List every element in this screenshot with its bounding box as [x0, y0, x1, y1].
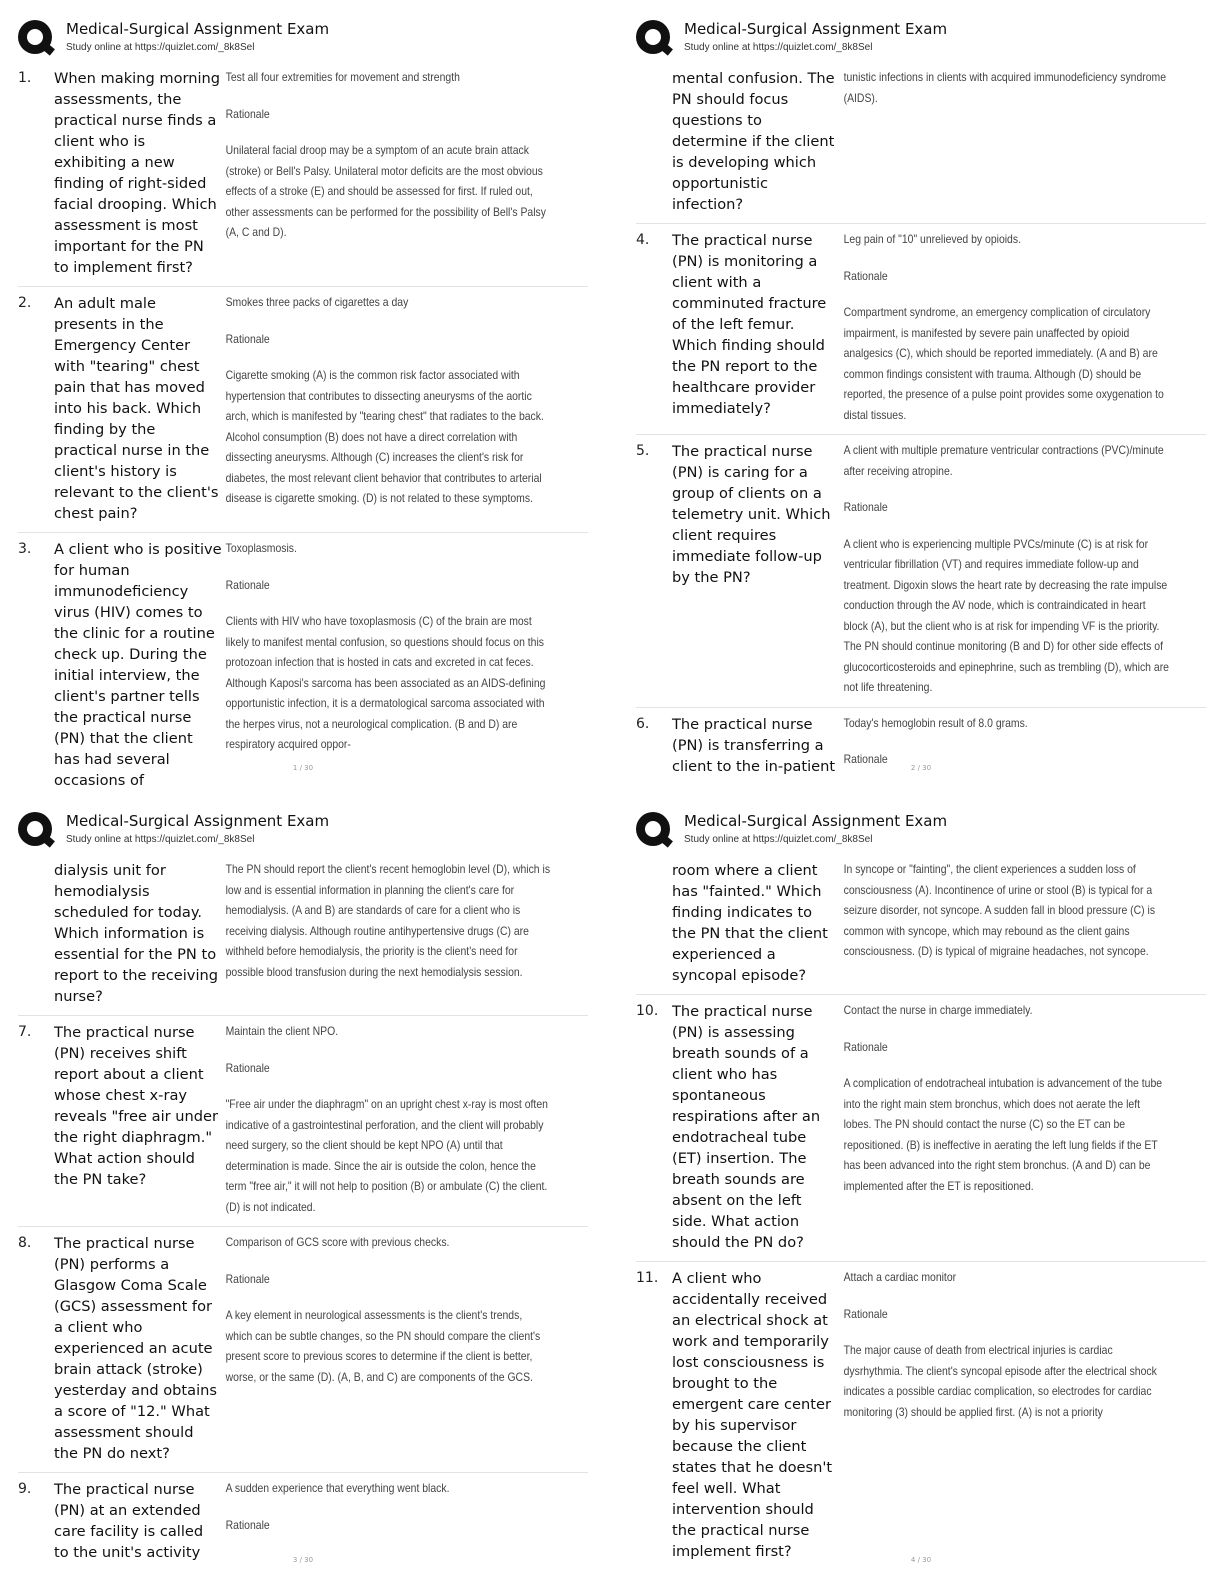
- answer-block: [222, 293, 551, 524]
- qa-row-5: [636, 435, 1206, 708]
- question-number: 2.: [18, 295, 32, 311]
- qa-row-8: [18, 1227, 588, 1473]
- answer-block: [840, 860, 1169, 986]
- page-4: [636, 810, 1206, 1570]
- answer-text: Smokes three packs of cigarettes a day: [225, 296, 409, 309]
- rationale-label: Rationale: [843, 753, 888, 766]
- answer-block: [840, 230, 1169, 426]
- rationale-label: Rationale: [843, 269, 888, 283]
- answer-text: Contact the nurse in charge immediately.: [843, 1004, 1033, 1017]
- question-text: mental confusion. The PN should focus questions to determine if the client is developing which opportunistic infection?: [672, 70, 835, 213]
- answer-text: A client with multiple premature ventricular contractions (PVC)/minute after receiving atropine.: [843, 444, 1164, 478]
- question-number: [18, 860, 54, 1007]
- page-footer: 1 / 30: [292, 764, 314, 772]
- rationale-text: A client who is experiencing multiple PVCs/minute (C) is at risk for ventricular fibrillation (VT) and requires immediate follow-up and treatment. Digoxin slows the heart rate by decreasing the rate impulse conduction through the AV node, which is contraindicated in heart block (A), but the client who is at risk for impending VF is the priority. The PN should continue monitoring (B and D) for other side effects of glucocorticosteroids and epinephrine, such as trembling (D), which are not life threatening.: [843, 537, 1169, 694]
- question-text: A client who is positive for human immunodeficiency virus (HIV) comes to the clinic for a routine check up. During the initial interview, the client's partner tells the practical nurse (PN) that the client has had several occasions of: [54, 541, 222, 789]
- rationale-label: Rationale: [843, 1040, 888, 1054]
- question-number: [636, 860, 672, 986]
- answer-text: Maintain the client NPO.: [225, 1025, 339, 1038]
- page-title: Medical-Surgical Assignment Exam: [66, 812, 330, 830]
- answer-text: Leg pain of "10" unrelieved by opioids.: [843, 233, 1021, 246]
- study-link[interactable]: Study online at https://quizlet.com/_8k8Sel: [66, 834, 255, 845]
- question-text: The practical nurse (PN) performs a Glasgow Coma Scale (GCS) assessment for a client who experienced an acute brain attack (stroke) yesterday and obtains a score of "12." What assessment should the PN do next?: [54, 1235, 218, 1462]
- rationale-text: Compartment syndrome, an emergency complication of circulatory impairment, is manifested by severe pain unaffected by opioid analgesics (C), which should be reported immediately. (A and B) are common findings consistent with trauma. Although (D) should be reported, the presence of a pulse point provides some oxygenation to distal tissues.: [843, 306, 1164, 422]
- page-header: [18, 18, 588, 62]
- rationale-text: In syncope or "fainting", the client experiences a sudden loss of consciousness (A). Incontinence of urine or stool (B) is typical for a seizure disorder, not syncope. A sudden fall in blood pressure (C) is common with syncope, which may rebound as the client gains consciousness. (D) is typical of migraine headaches, not syncope.: [843, 863, 1156, 958]
- answer-text: Attach a cardiac monitor: [843, 1271, 957, 1284]
- rationale-text: A key element in neurological assessments is the client's trends, which can be subtle changes, so the PN should compare the client's present score to previous scores to determine if the client is better, worse, or the same (D). (A, B, and C) are components of the GCS.: [225, 1309, 541, 1384]
- page-title: Medical-Surgical Assignment Exam: [684, 812, 948, 830]
- rationale-label: Rationale: [225, 1061, 270, 1075]
- answer-block: [222, 1479, 551, 1563]
- qa-row-continued: [636, 62, 1206, 224]
- answer-text: A sudden experience that everything went black.: [225, 1482, 450, 1495]
- question-text: An adult male presents in the Emergency Center with "tearing" chest pain that has moved into his back. Which finding by the practical nurse in the client's history is relevant to the client's chest pain?: [54, 295, 219, 522]
- page-header: [18, 810, 588, 854]
- rationale-label: Rationale: [843, 1307, 888, 1321]
- answer-block: [840, 714, 1169, 787]
- qa-row-7: [18, 1016, 588, 1227]
- qa-row-continued: [636, 854, 1206, 995]
- question-text: The practical nurse (PN) is monitoring a client with a comminuted fracture of the left femur. Which finding should the PN report to the healthcare provider immediately?: [672, 232, 827, 417]
- question-number: 9.: [18, 1481, 32, 1497]
- answer-text: Toxoplasmosis.: [225, 542, 297, 555]
- question-number: 11.: [636, 1270, 659, 1286]
- qa-row-11: [636, 1262, 1206, 1570]
- qa-row-1: [18, 62, 588, 287]
- question-number: 4.: [636, 232, 650, 248]
- question-number: 1.: [18, 70, 32, 86]
- question-text: A client who accidentally received an electrical shock at work and temporarily lost consciousness is brought to the emergent care center by his supervisor because the client states that he doesn't feel well. What intervention should the practical nurse implement first?: [672, 1270, 833, 1560]
- page-footer: 3 / 30: [292, 1556, 314, 1564]
- page-2: [636, 18, 1206, 778]
- rationale-text: A complication of endotracheal intubation is advancement of the tube into the right main stem bronchus, which does not aerate the left lobes. The PN should contact the nurse (C) so the ET can be repositioned. (B) is ineffective in aerating the left lung fields if the ET has been advanced into the right stem bronchus. (A and D) can be implemented after the ET is repositioned.: [843, 1077, 1163, 1193]
- question-text: The practical nurse (PN) at an extended care facility is called to the unit's activity: [54, 1481, 204, 1561]
- rationale-label: Rationale: [225, 1518, 270, 1532]
- study-link[interactable]: Study online at https://quizlet.com/_8k8Sel: [66, 42, 255, 53]
- question-text: The practical nurse (PN) receives shift report about a client whose chest x-ray reveals "free air under the right diaphragm." What action should the PN take?: [54, 1024, 219, 1188]
- question-number: 7.: [18, 1024, 32, 1040]
- page-header: [636, 18, 1206, 62]
- page-footer: 4 / 30: [910, 1556, 932, 1564]
- rationale-text: Cigarette smoking (A) is the common risk factor associated with hypertension that contributes to dissecting aneurysms of the aortic arch, which is manifested by "tearing chest" that radiates to the back. Alcohol consumption (B) does not have a direct correlation with dissecting aneurysms. Although (C) increases the client's risk for diabetes, the most relevant client behavior that contributes to arterial disease is cigarette smoking. (D) is not related to these symptoms.: [225, 369, 544, 505]
- question-text: The practical nurse (PN) is assessing breath sounds of a client who has spontaneous respirations after an endotracheal tube (ET) insertion. The breath sounds are absent on the left side. What action should the PN do?: [672, 1003, 821, 1251]
- quizlet-logo-icon: [18, 812, 52, 846]
- qa-row-3: [18, 533, 588, 799]
- question-text: The practical nurse (PN) is transferring a client to the in-patient: [672, 715, 836, 775]
- page-header: [636, 810, 1206, 854]
- answer-block: [840, 68, 1169, 215]
- answer-block: [222, 1022, 551, 1218]
- question-text: When making morning assessments, the practical nurse finds a client who is exhibiting a new finding of right-sided facial drooping. Which assessment is most important for the PN to implement first?: [54, 70, 221, 276]
- rationale-text: "Free air under the diaphragm" on an upright chest x-ray is most often indicative of a gastrointestinal perforation, and the client will probably need surgery, so the client should be kept NPO (A) until that determination is made. Since the air is outside the colon, hence the term "free air," it will not help to position (B) or ambulate (C) the client. (D) is not indicated.: [225, 1098, 548, 1214]
- page-title: Medical-Surgical Assignment Exam: [684, 20, 948, 38]
- question-text: room where a client has "fainted." Which finding indicates to the PN that the client experienced a syncopal episode?: [672, 862, 828, 984]
- page-title: Medical-Surgical Assignment Exam: [66, 20, 330, 38]
- rationale-label: Rationale: [843, 501, 888, 514]
- rationale-text: Clients with HIV who have toxoplasmosis (C) of the brain are most likely to manifest mental confusion, so questions should focus on this protozoan infection that is hosted in cats and excreted in cat feces. Although Kaposi's sarcoma has been associated as an AIDS-defining opportunistic infection, it is a dermatological sarcoma associated with the herpes virus, not a neurological complication. (B and D) are respiratory acquired oppor-: [225, 615, 546, 751]
- rationale-text: tunistic infections in clients with acquired immunodeficiency syndrome (AIDS).: [843, 71, 1167, 105]
- page-1: [18, 18, 588, 789]
- quizlet-logo-icon: [636, 812, 670, 846]
- rationale-label: Rationale: [225, 578, 270, 592]
- answer-block: [222, 539, 551, 791]
- answer-text: Test all four extremities for movement and strength: [225, 71, 460, 84]
- qa-row-continued: [18, 854, 588, 1016]
- study-link[interactable]: Study online at https://quizlet.com/_8k8Sel: [684, 42, 873, 53]
- answer-block: [222, 68, 551, 278]
- page-footer: 2 / 30: [910, 764, 932, 772]
- question-number: 5.: [636, 443, 650, 459]
- answer-block: [222, 1233, 551, 1464]
- question-text: dialysis unit for hemodialysis scheduled for today. Which information is essential for the PN to report to the receiving nurse?: [54, 862, 219, 1005]
- study-link[interactable]: Study online at https://quizlet.com/_8k8Sel: [684, 834, 873, 845]
- question-number: 3.: [18, 541, 32, 557]
- rationale-text: The major cause of death from electrical injuries is cardiac dysrhythmia. The client's syncopal episode after the electrical shock indicates a possible cardiac complication, so electrodes for cardiac monitoring (3) should be applied first. (A) is not a priority: [843, 1344, 1157, 1419]
- question-text: The practical nurse (PN) is caring for a group of clients on a telemetry unit. Which client requires immediate follow-up by the PN?: [672, 443, 831, 586]
- rationale-text: Unilateral facial droop may be a symptom of an acute brain attack (stroke) or Bell's Palsy. Unilateral motor deficits are the most obvious effects of a stroke (E) and should be assessed for first. If ruled out, other assessments can be performed for the possibility of Bell's Palsy (A, C and D).: [225, 144, 546, 239]
- question-number: 8.: [18, 1235, 32, 1251]
- answer-text: Comparison of GCS score with previous checks.: [225, 1236, 450, 1249]
- qa-row-10: [636, 995, 1206, 1262]
- question-number: 10.: [636, 1003, 659, 1019]
- qa-row-6: [636, 708, 1206, 795]
- rationale-label: Rationale: [225, 1272, 270, 1286]
- question-number: [636, 68, 672, 215]
- rationale-label: Rationale: [225, 332, 270, 346]
- question-number: 6.: [636, 715, 650, 732]
- answer-text: Today's hemoglobin result of 8.0 grams.: [843, 716, 1028, 730]
- quizlet-logo-icon: [18, 20, 52, 54]
- rationale-text: The PN should report the client's recent hemoglobin level (D), which is low and is essential information in planning the client's care for hemodialysis. (A and B) are standards of care for a client who is receiving dialysis. Although routine antihypertensive drugs (C) are withheld before hemodialysis, the priority is the client's need for possible blood transfusion during the next hemodialysis session.: [225, 863, 551, 979]
- quizlet-logo-icon: [636, 20, 670, 54]
- answer-block: [840, 1001, 1169, 1253]
- answer-block: [222, 860, 551, 1007]
- answer-block: [840, 1268, 1169, 1562]
- page-3: [18, 810, 588, 1570]
- qa-row-2: [18, 287, 588, 533]
- answer-block: [840, 441, 1169, 699]
- qa-row-4: [636, 224, 1206, 435]
- rationale-label: Rationale: [225, 107, 270, 121]
